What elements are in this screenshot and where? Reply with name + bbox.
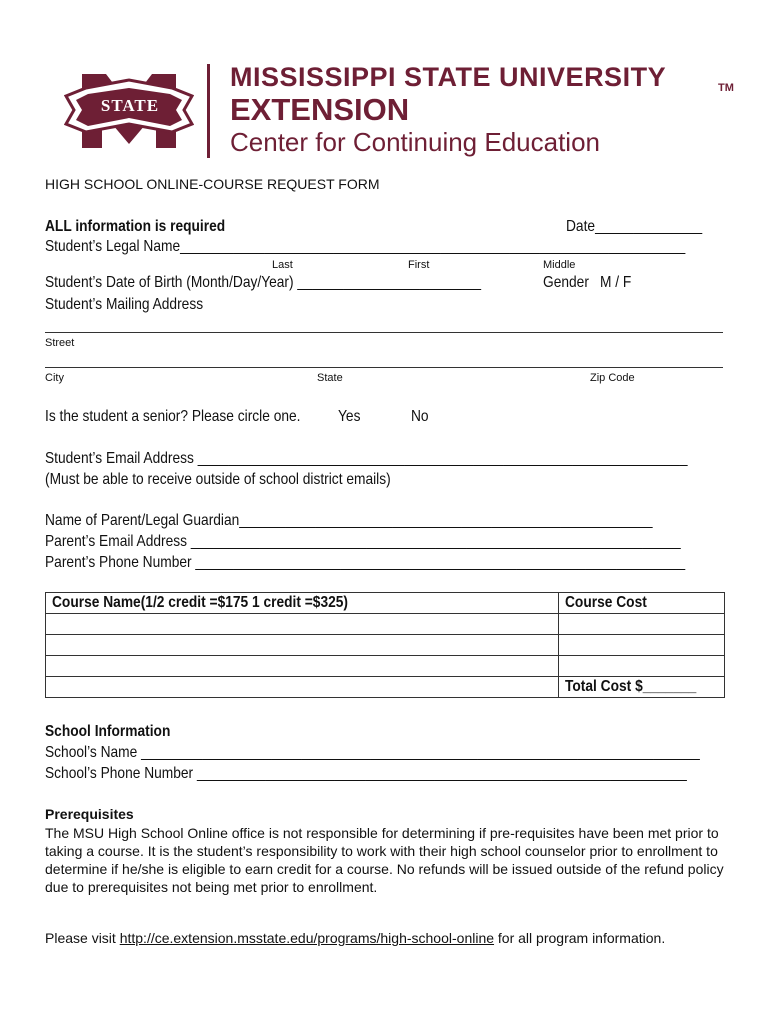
legal-name-field[interactable]: Student’s Legal Name__________________________________________________________________ <box>45 238 686 255</box>
table-total-row[interactable] <box>46 677 725 698</box>
program-link[interactable]: http://ce.extension.msstate.edu/programs/high-school-online <box>119 930 495 946</box>
sub-label-state: State <box>317 372 343 384</box>
prerequisites-text: The MSU High School Online office is not responsible for determining if pre-requisites have been met prior to taking a course. It is the student’s responsibility to work with their high school counselor prior to enrollment to determine if he/she is eligible to earn credit for a course. No refunds will be issued outside of the refund policy due to prerequisites not being met prior to enrollment. <box>45 825 724 895</box>
extension-title: EXTENSION <box>230 92 410 127</box>
visit-text: Please visit <box>45 930 116 946</box>
center-subtitle: Center for Continuing Education <box>230 127 601 157</box>
trademark: TM <box>718 82 734 94</box>
table-row[interactable] <box>46 635 725 656</box>
header-divider <box>207 64 210 158</box>
course-table <box>45 592 725 698</box>
student-email-field[interactable]: Student’s Email Address ________________________________________________________________ <box>45 450 688 467</box>
school-info-heading: School Information <box>45 723 171 740</box>
sub-label-last: Last <box>272 259 293 271</box>
school-name-field[interactable]: School’s Name _________________________________________________________________________ <box>45 744 700 761</box>
table-row[interactable] <box>46 614 725 635</box>
date-field[interactable]: Date______________ <box>566 218 703 235</box>
program-info-line <box>45 930 665 946</box>
course-name-header: Course Name(1/2 credit =$175 1 credit =$325) <box>46 593 559 614</box>
university-name: MISSISSIPPI STATE UNIVERSITY <box>230 62 667 92</box>
senior-yes-option[interactable]: Yes <box>338 408 361 425</box>
form-title: HIGH SCHOOL ONLINE-COURSE REQUEST FORM <box>45 176 380 192</box>
parent-email-field[interactable]: Parent’s Email Address ________________________________________________________________ <box>45 533 681 550</box>
mailing-address-label: Student’s Mailing Address <box>45 296 204 313</box>
sub-label-city: City <box>45 372 64 384</box>
sub-label-middle: Middle <box>543 259 576 271</box>
logo-badge-text: STATE <box>100 96 160 115</box>
prerequisites-heading: Prerequisites <box>45 806 134 822</box>
required-note: ALL information is required <box>45 218 226 235</box>
gender-options[interactable]: M / F <box>600 274 632 291</box>
sub-label-street: Street <box>45 337 75 349</box>
school-phone-field[interactable]: School’s Phone Number ________________________________________________________________ <box>45 765 687 782</box>
parent-name-field[interactable]: Name of Parent/Legal Guardian______________________________________________________ <box>45 512 653 529</box>
senior-no-option[interactable]: No <box>411 408 429 425</box>
senior-question: Is the student a senior? Please circle one. <box>45 408 301 425</box>
dob-field[interactable]: Student’s Date of Birth (Month/Day/Year) ________________________ <box>45 274 482 291</box>
city-state-zip-line[interactable] <box>45 367 723 368</box>
course-cost-header: Course Cost <box>559 593 725 614</box>
total-cost-cell[interactable]: Total Cost $_______ <box>559 677 725 698</box>
table-row[interactable] <box>46 656 725 677</box>
sub-label-first: First <box>408 259 430 271</box>
parent-phone-field[interactable]: Parent’s Phone Number ________________________________________________________________ <box>45 554 686 571</box>
sub-label-zip: Zip Code <box>590 372 635 384</box>
gender-label: Gender <box>543 274 589 291</box>
table-header-row <box>46 593 725 614</box>
visit-rest-text: for all program information. <box>497 930 666 946</box>
email-note: (Must be able to receive outside of school district emails) <box>45 471 391 488</box>
street-line[interactable] <box>45 332 723 333</box>
